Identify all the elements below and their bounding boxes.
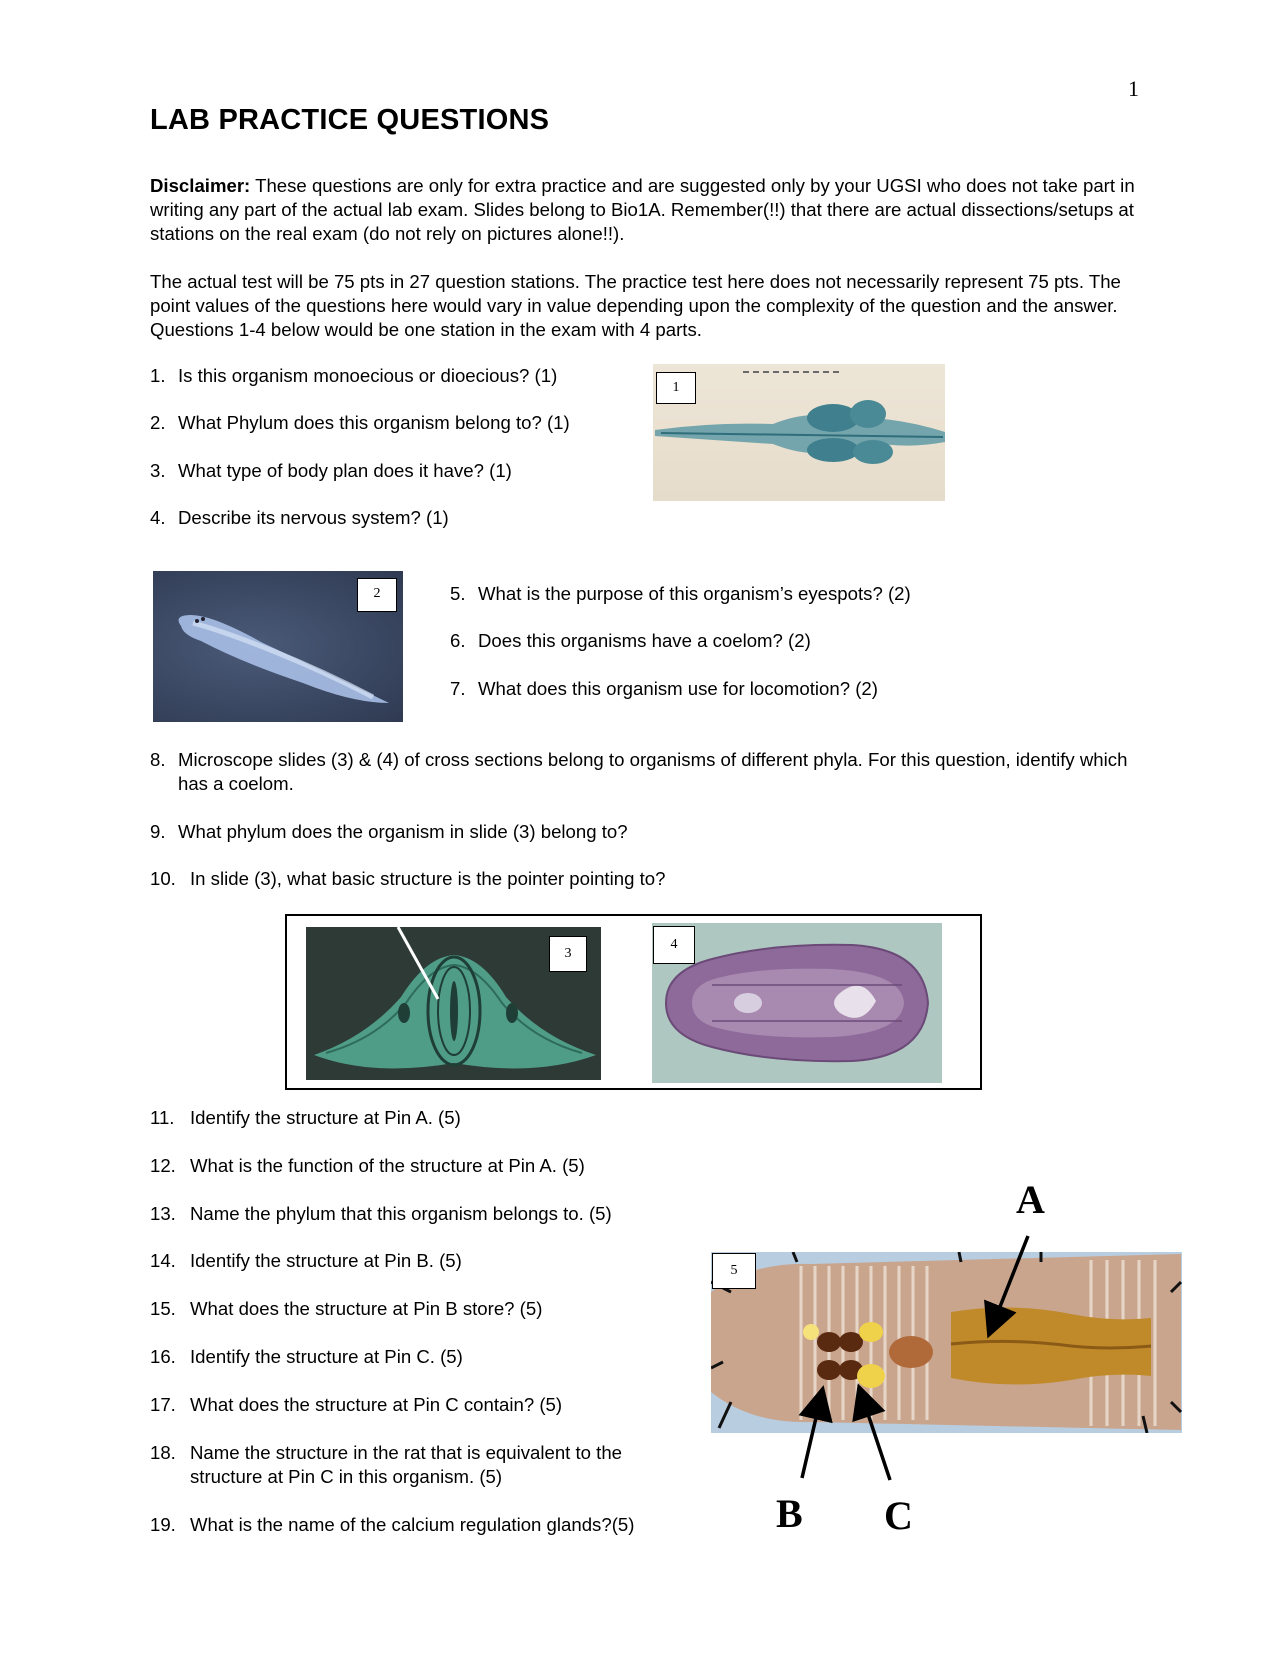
image-label-5: 5 xyxy=(712,1253,756,1289)
question-15: 15. What does the structure at Pin B store? (5) xyxy=(150,1298,543,1319)
pin-arrows xyxy=(700,1180,1200,1540)
question-6: 6. Does this organisms have a coelom? (2) xyxy=(450,630,811,651)
specimen-image-4 xyxy=(652,923,942,1083)
question-11: 11. Identify the structure at Pin A. (5) xyxy=(150,1107,461,1128)
disclaimer-paragraph xyxy=(150,174,1140,246)
intro-paragraph: The actual test will be 75 pts in 27 question stations. The practice test here does not necessarily represent 75 pts. The point values of the questions here would vary in value depending upon the complexity of the question and the answer. Questions 1-4 below would be one station in the exam with 4 parts. xyxy=(150,271,1121,340)
question-18: 18. Name the structure in the rat that is equivalent to the structure at Pin C in this organism. (5) xyxy=(150,1442,623,1487)
question-4: 4. Describe its nervous system? (1) xyxy=(150,507,449,528)
page-title: LAB PRACTICE QUESTIONS xyxy=(150,104,550,136)
pin-label-b: B xyxy=(776,1491,803,1536)
question-1: 1. Is this organism monoecious or dioecious? (1) xyxy=(150,365,558,386)
question-12: 12. What is the function of the structure at Pin A. (5) xyxy=(150,1155,585,1176)
question-8: 8. Microscope slides (3) & (4) of cross sections belong to organisms of different phyla. For this question, identify which has a coelom. xyxy=(150,749,1128,794)
question-2: 2. What Phylum does this organism belong to? (1) xyxy=(150,412,570,433)
question-9: 9. What phylum does the organism in slide (3) belong to? xyxy=(150,821,628,842)
pin-label-a: A xyxy=(1016,1177,1045,1222)
pin-label-c: C xyxy=(884,1493,913,1538)
question-17: 17. What does the structure at Pin C contain? (5) xyxy=(150,1394,563,1415)
flatworm-slide-illustration xyxy=(653,364,945,501)
question-14: 14. Identify the structure at Pin B. (5) xyxy=(150,1250,462,1271)
image-label-2: 2 xyxy=(357,578,397,612)
question-13: 13. Name the phylum that this organism belongs to. (5) xyxy=(150,1203,612,1224)
question-7: 7. What does this organism use for locomotion? (2) xyxy=(450,678,878,699)
question-16: 16. Identify the structure at Pin C. (5) xyxy=(150,1346,463,1367)
specimen-image-2 xyxy=(153,571,403,722)
disclaimer-text: These questions are only for extra practice and are suggested only by your UGSI who does not take part in writing any part of the actual lab exam. Slides belong to Bio1A. Remember(!!) that there are actual dissections/setups at stations on the real exam (do not rely on pictures alone!!). xyxy=(150,175,1135,244)
specimen-image-1 xyxy=(653,364,945,501)
specimen-image-3 xyxy=(306,927,601,1080)
image-label-3: 3 xyxy=(549,936,587,972)
pin-b-arrow xyxy=(802,1392,822,1478)
question-5: 5. What is the purpose of this organism’s eyespots? (2) xyxy=(450,583,911,604)
pin-c-arrow xyxy=(860,1390,890,1480)
page-number: 1 xyxy=(1128,76,1139,101)
cross-section-4-illustration xyxy=(652,923,942,1083)
question-10: 10. In slide (3), what basic structure is the pointer pointing to? xyxy=(150,868,666,889)
disclaimer-label: Disclaimer: xyxy=(150,175,251,196)
image-label-4: 4 xyxy=(653,926,695,964)
question-3: 3. What type of body plan does it have? (1) xyxy=(150,460,512,481)
image-label-1: 1 xyxy=(656,372,696,404)
pin-a-arrow xyxy=(990,1236,1028,1332)
question-19: 19. What is the name of the calcium regulation glands?(5) xyxy=(150,1514,635,1535)
